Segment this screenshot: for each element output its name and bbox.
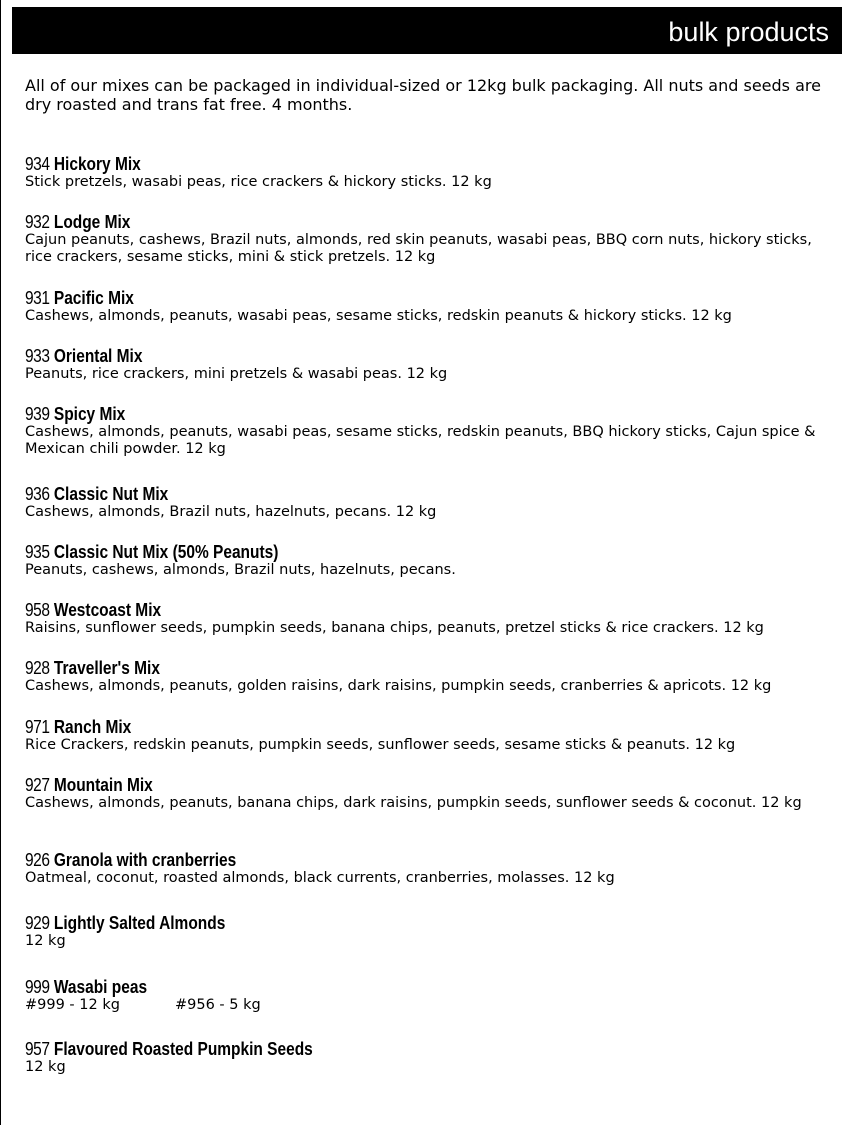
- product-item: [25, 346, 840, 383]
- product-description: 12 kg: [25, 1059, 66, 1075]
- product-description: Stick pretzels, wasabi peas, rice crackers & hickory sticks. 12 kg: [25, 174, 492, 190]
- product-code: 933: [25, 346, 50, 366]
- product-item: [25, 717, 840, 754]
- product-heading: [25, 717, 726, 737]
- product-item: [25, 850, 840, 887]
- product-name: Pacific Mix: [53, 288, 134, 308]
- product-heading: [25, 775, 726, 795]
- intro-paragraph: All of our mixes can be packaged in individual-sized or 12kg bulk packaging. All nuts and seeds are dry roasted and trans fat free. 4 months.: [25, 76, 821, 114]
- product-description: Oatmeal, coconut, roasted almonds, black currents, cranberries, molasses. 12 kg: [25, 870, 615, 886]
- product-description: Peanuts, rice crackers, mini pretzels & wasabi peas. 12 kg: [25, 366, 448, 382]
- product-description: Cashews, almonds, peanuts, banana chips, dark raisins, pumpkin seeds, sunflower seeds & coconut. 12 kg: [25, 795, 802, 811]
- product-description: Cashews, almonds, peanuts, golden raisins, dark raisins, pumpkin seeds, cranberries & apricots. 12 kg: [25, 678, 772, 694]
- product-heading: [25, 977, 726, 997]
- product-name: Classic Nut Mix: [53, 484, 169, 504]
- product-item: [25, 658, 840, 695]
- product-name: Hickory Mix: [53, 154, 141, 174]
- product-description: Peanuts, cashews, almonds, Brazil nuts, hazelnuts, pecans.: [25, 562, 456, 578]
- size-option: #999 - 12 kg: [25, 997, 120, 1013]
- product-item: [25, 542, 840, 579]
- product-name: Westcoast Mix: [53, 600, 162, 620]
- product-heading: [25, 913, 726, 933]
- product-item: [25, 484, 840, 521]
- product-item: [25, 1039, 840, 1076]
- product-code: 957: [25, 1039, 50, 1059]
- product-name: Ranch Mix: [53, 717, 132, 737]
- product-heading: [25, 154, 726, 174]
- product-description: Raisins, sunflower seeds, pumpkin seeds, banana chips, peanuts, pretzel sticks & rice crackers. 12 kg: [25, 620, 764, 636]
- product-item: [25, 600, 840, 637]
- product-item: [25, 977, 840, 1014]
- product-code: 939: [25, 404, 50, 424]
- product-code: 929: [25, 913, 50, 933]
- product-item: [25, 775, 840, 812]
- product-item: [25, 212, 840, 266]
- product-name: Oriental Mix: [53, 346, 143, 366]
- product-heading: [25, 658, 726, 678]
- product-heading: [25, 404, 726, 424]
- product-heading: [25, 484, 726, 504]
- product-code: 931: [25, 288, 50, 308]
- product-item: [25, 913, 840, 950]
- product-heading: [25, 288, 726, 308]
- product-item: [25, 404, 840, 458]
- product-code: 971: [25, 717, 50, 737]
- product-code: 928: [25, 658, 50, 678]
- product-name: Lightly Salted Almonds: [53, 913, 226, 933]
- header-bar: [12, 7, 842, 54]
- product-code: 927: [25, 775, 50, 795]
- product-name: Flavoured Roasted Pumpkin Seeds: [53, 1039, 313, 1059]
- product-heading: [25, 1039, 726, 1059]
- product-code: 926: [25, 850, 50, 870]
- product-description: Cashews, almonds, peanuts, wasabi peas, sesame sticks, redskin peanuts & hickory sticks. 12 kg: [25, 308, 732, 324]
- product-item: [25, 154, 840, 191]
- product-code: 932: [25, 212, 50, 232]
- product-name: Lodge Mix: [53, 212, 131, 232]
- product-name: Granola with cranberries: [53, 850, 237, 870]
- product-description: Cashews, almonds, peanuts, wasabi peas, sesame sticks, redskin peanuts, BBQ hickory sticks, Cajun spice & Mexican chili powder. 12 kg: [25, 424, 816, 457]
- product-name: Spicy Mix: [53, 404, 126, 424]
- product-code: 935: [25, 542, 50, 562]
- page-title: bulk products: [668, 17, 829, 47]
- product-heading: [25, 850, 726, 870]
- product-heading: [25, 212, 726, 232]
- product-code: 958: [25, 600, 50, 620]
- size-option: #956 - 5 kg: [175, 997, 261, 1013]
- product-heading: [25, 346, 726, 366]
- product-heading: [25, 542, 726, 562]
- product-name: Mountain Mix: [53, 775, 153, 795]
- product-sizes: [25, 997, 840, 1014]
- product-description: 12 kg: [25, 933, 66, 949]
- product-code: 999: [25, 977, 50, 997]
- product-description: Cajun peanuts, cashews, Brazil nuts, almonds, red skin peanuts, wasabi peas, BBQ corn nuts, hickory sticks, rice crackers, sesame sticks, mini & stick pretzels. 12 kg: [25, 232, 812, 265]
- product-heading: [25, 600, 726, 620]
- product-description: Rice Crackers, redskin peanuts, pumpkin seeds, sunflower seeds, sesame sticks & peanuts. 12 kg: [25, 737, 736, 753]
- product-description: Cashews, almonds, Brazil nuts, hazelnuts, pecans. 12 kg: [25, 504, 437, 520]
- product-name: Classic Nut Mix (50% Peanuts): [53, 542, 279, 562]
- product-name: Traveller's Mix: [53, 658, 160, 678]
- product-item: [25, 288, 840, 325]
- product-name: Wasabi peas: [53, 977, 148, 997]
- product-code: 934: [25, 154, 50, 174]
- product-code: 936: [25, 484, 50, 504]
